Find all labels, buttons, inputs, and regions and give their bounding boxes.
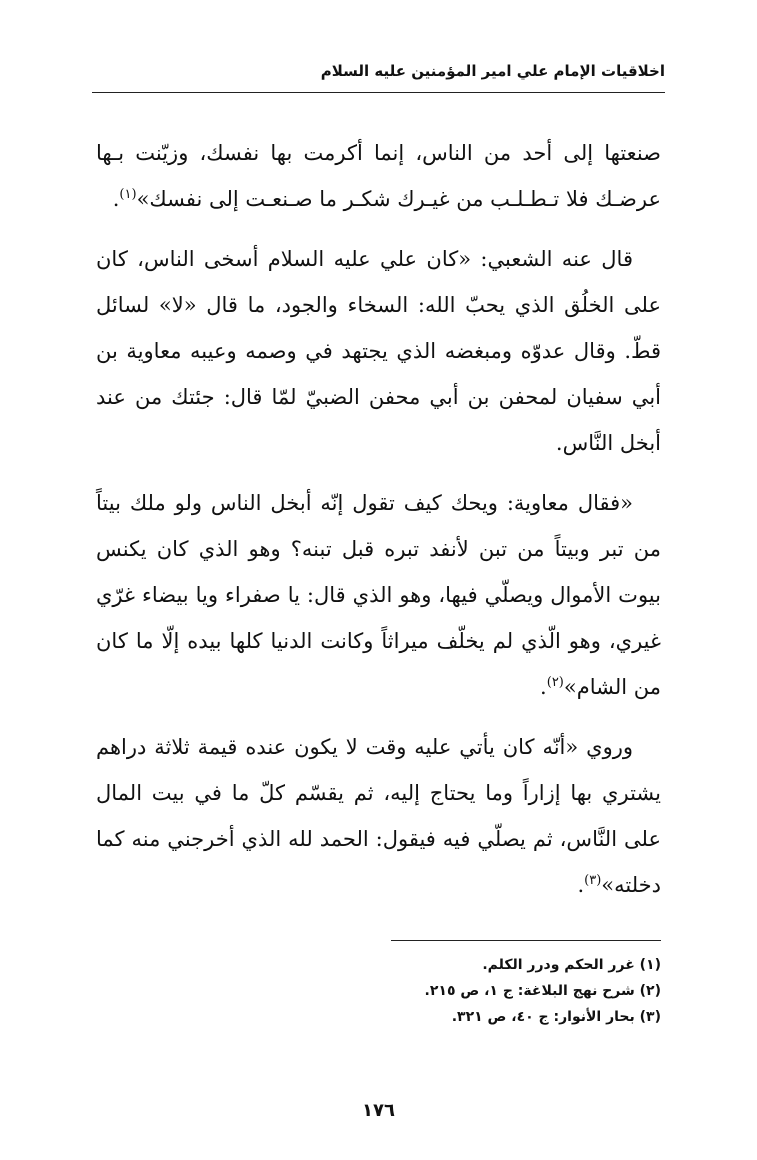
body-text bbox=[96, 130, 661, 922]
footnote: (١) غرر الحكم ودرر الكلم. bbox=[482, 957, 661, 973]
footnotes bbox=[96, 952, 661, 1030]
paragraph: وروي «أنّه كان يأتي عليه وقت لا يكون عنده قيمة ثلاثة دراهم يشتري بها إزاراً وما يحتاج إليه، ثم يقسّم كلّ ما في بيت المال على النَّاس، ثم يصلّي فيه فيقول: الحمد لله الذي أخرجني منه كما دخلته»$^{(٣)}$. bbox=[96, 735, 661, 897]
page-number: ١٧٦ bbox=[362, 1100, 395, 1121]
running-header bbox=[92, 62, 665, 88]
paragraph: قال عنه الشعبي: «كان علي عليه السلام أسخى الناس، كان على الخلُق الذي يحبّ الله: السخاء والجود، ما قال «لا» لسائل قطّ. وقال عدوّه ومبغضه الذي يجتهد في وصمه وعيبه معاوية بن أبي سفيان لمحفن بن أبي محفن الضبيّ لمّا قال: جئتك من عند أبخل النَّاس. bbox=[96, 247, 661, 455]
header-rule bbox=[92, 92, 665, 93]
running-header-title: اخلاقيات الإمام علي امير المؤمنين عليه السلام bbox=[320, 62, 665, 80]
footnote: (٣) بحار الأنوار: ج ٤٠، ص ٣٢١. bbox=[451, 1009, 661, 1025]
paragraph: صنعتها إلى أحد من الناس، إنما أكرمت بها نفسك، وزيّنت بـها عرضـك فلا تـطـلـب من غيـرك شكـر ما صـنعـت إلى نفسك»$^{(١)}$. bbox=[96, 141, 661, 211]
footnote: (٢) شرح نهج البلاغة: ج ١، ص ٢١٥. bbox=[424, 983, 661, 999]
footnote-ref: (٣) bbox=[584, 873, 602, 888]
footnote-ref: (٢) bbox=[546, 675, 564, 690]
footnote-rule bbox=[391, 940, 661, 941]
paragraph: «فقال معاوية: ويحك كيف تقول إنّه أبخل الناس ولو ملك بيتاً من تبر وبيتاً من تبن لأنفد تبره قبل تبنه؟ وهو الذي كان يكنس بيوت الأموال ويصلّي فيها، وهو الذي قال: يا صفراء ويا بيضاء غرّي غيري، وهو الّذي لم يخلّف ميراثاً وكانت الدنيا كلها بيده إلّا ما كان من الشام»$^{(٢)}$. bbox=[96, 491, 661, 699]
footnote-ref: (١) bbox=[119, 187, 137, 202]
